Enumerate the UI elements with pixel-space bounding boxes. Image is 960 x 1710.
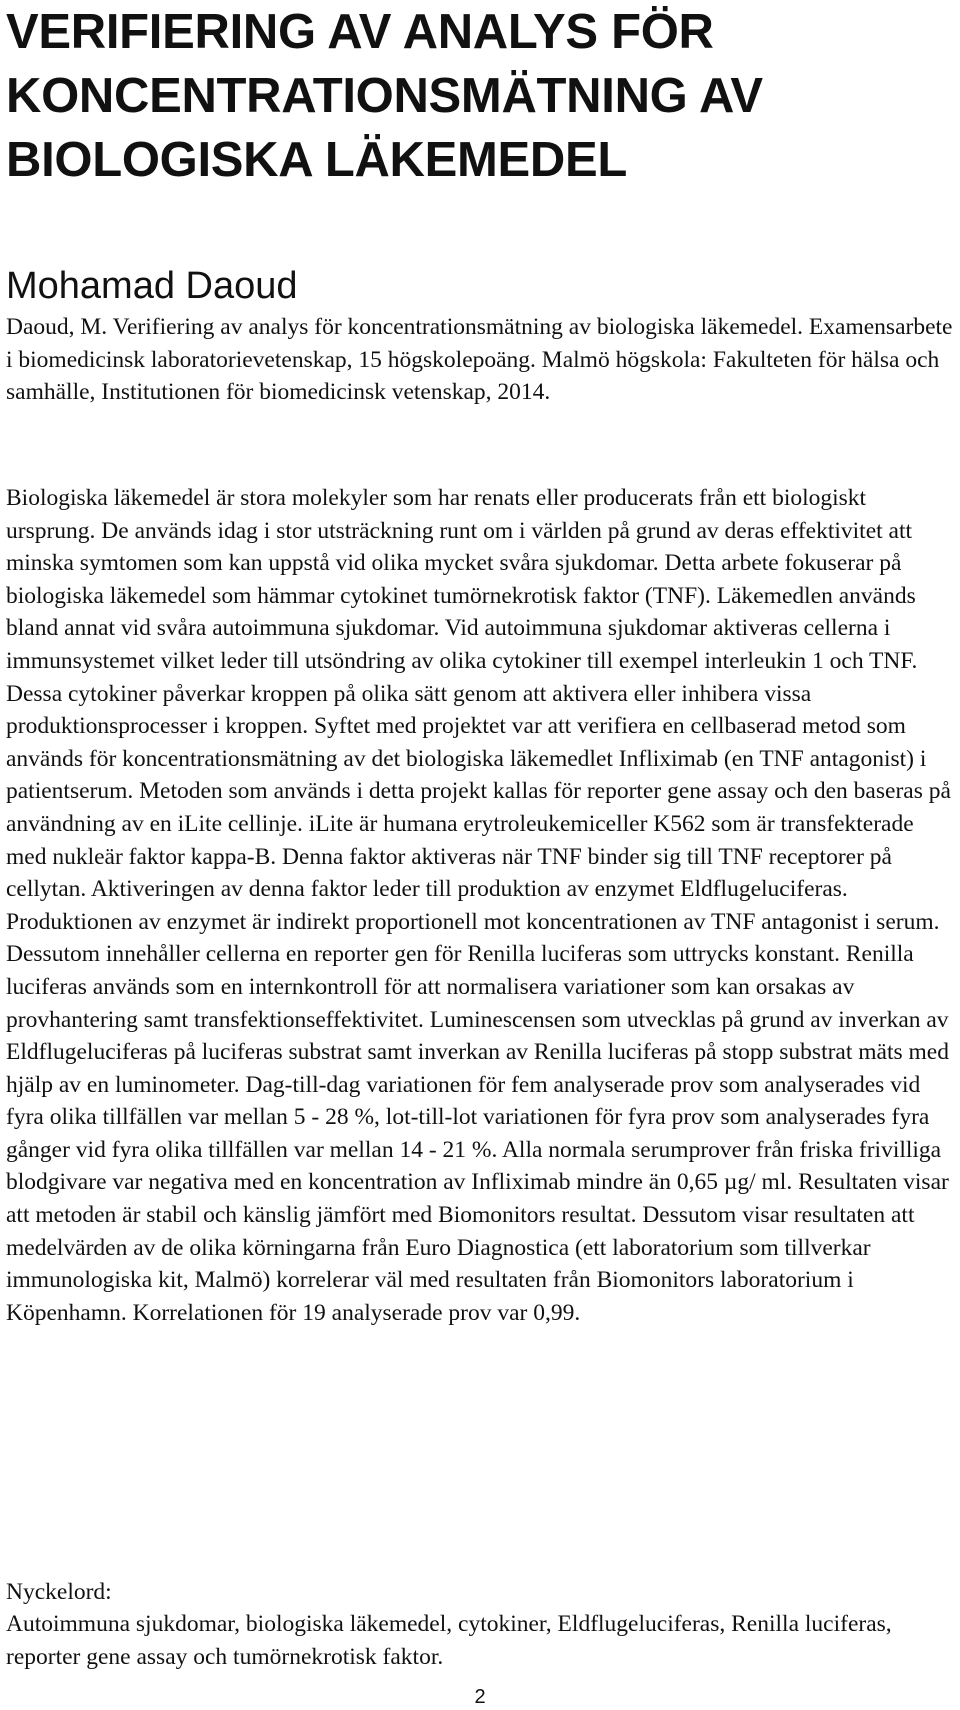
keywords-text: Autoimmuna sjukdomar, biologiska läkemedel, cytokiner, Eldflugeluciferas, Renilla luciferas, reporter gene assay och tumörnekrotisk faktor. xyxy=(6,1611,892,1670)
page-number: 2 xyxy=(474,1686,486,1708)
citation-paragraph: Daoud, M. Verifiering av analys för koncentrationsmätning av biologiska läkemedel. Examensarbete i biomedicinsk laboratorievetenskap, 15 högskolepoäng. Malmö högskola: Fakulteten för hälsa och samhälle, Institutionen för biomedicinsk vetenskap, 2014. xyxy=(6,314,953,406)
document-title: VERIFIERING AV ANALYS FÖR KONCENTRATIONSMÄTNING AV BIOLOGISKA LÄKEMEDEL xyxy=(6,5,763,187)
keywords-label: Nyckelord: xyxy=(6,1579,112,1605)
abstract-paragraph: Biologiska läkemedel är stora molekyler som har renats eller producerats från ett biologiskt ursprung. De används idag i stor utsträckning runt om i världen på grund av deras effektivitet att minska symtomen som kan uppstå vid olika mycket svåra sjukdomar. Detta arbete fokuserar på biologiska läkemedel som hämmar cytokinet tumörnekrotisk faktor (TNF). Läkemedlen används bland annat vid svåra autoimmuna sjukdomar. Vid autoimmuna sjukdomar aktiveras cellerna i immunsystemet vilket leder till utsöndring av olika cytokiner till exempel interleukin 1 och TNF. Dessa cytokiner påverkar kroppen på olika sätt genom att aktivera eller inhibera vissa produktionsprocesser i kroppen. Syftet med projektet var att verifiera en cellbaserad metod som används för koncentrationsmätning av det biologiska läkemedlet Infliximab (en TNF antagonist) i patientserum. Metoden som används i detta projekt kallas för reporter gene assay och den baseras på användning av en iLite cellinje. iLite är humana erytroleukemiceller K562 som är transfekterade med nukleär faktor kappa-B. Denna faktor aktiveras när TNF binder sig till TNF receptorer på cellytan. Aktiveringen av denna faktor leder till produktion av enzymet Eldflugeluciferas. Produktionen av enzymet är indirekt proportionell mot koncentrationen av TNF antagonist i serum. Dessutom innehåller cellerna en reporter gen för Renilla luciferas som uttrycks konstant. Renilla luciferas används som en internkontroll för att normalisera variationer som kan orsakas av provhantering samt transfektionseffektivitet. Luminescensen som utvecklas på grund av inverkan av Eldflugeluciferas på luciferas substrat samt inverkan av Renilla luciferas på stopp substrat mäts med hjälp av en luminometer. Dag-till-dag variationen för fem analyserade prov som analyserades vid fyra olika tillfällen var mellan 5 - 28 %, lot-till-lot variationen för fyra prov som analyserades fyra gånger vid fyra olika tillfällen var mellan 14 - 21 %. Alla normala serumprover från friska frivilliga blodgivare var negativa med en koncentration av Infliximab mindre än 0,65 µg/ ml. Resultaten visar att metoden är stabil och känslig jämfört med Biomonitors resultat. Dessutom visar resultaten att medelvärden av de olika körningarna från Euro Diagnostica (ett laboratorium som tillverkar immunologiska kit, Malmö) korrelerar väl med resultaten från Biomonitors laboratorium i Köpenhamn. Korrelationen för 19 analyserade prov var 0,99. xyxy=(6,485,951,1326)
author-name: Mohamad Daoud xyxy=(6,265,298,307)
